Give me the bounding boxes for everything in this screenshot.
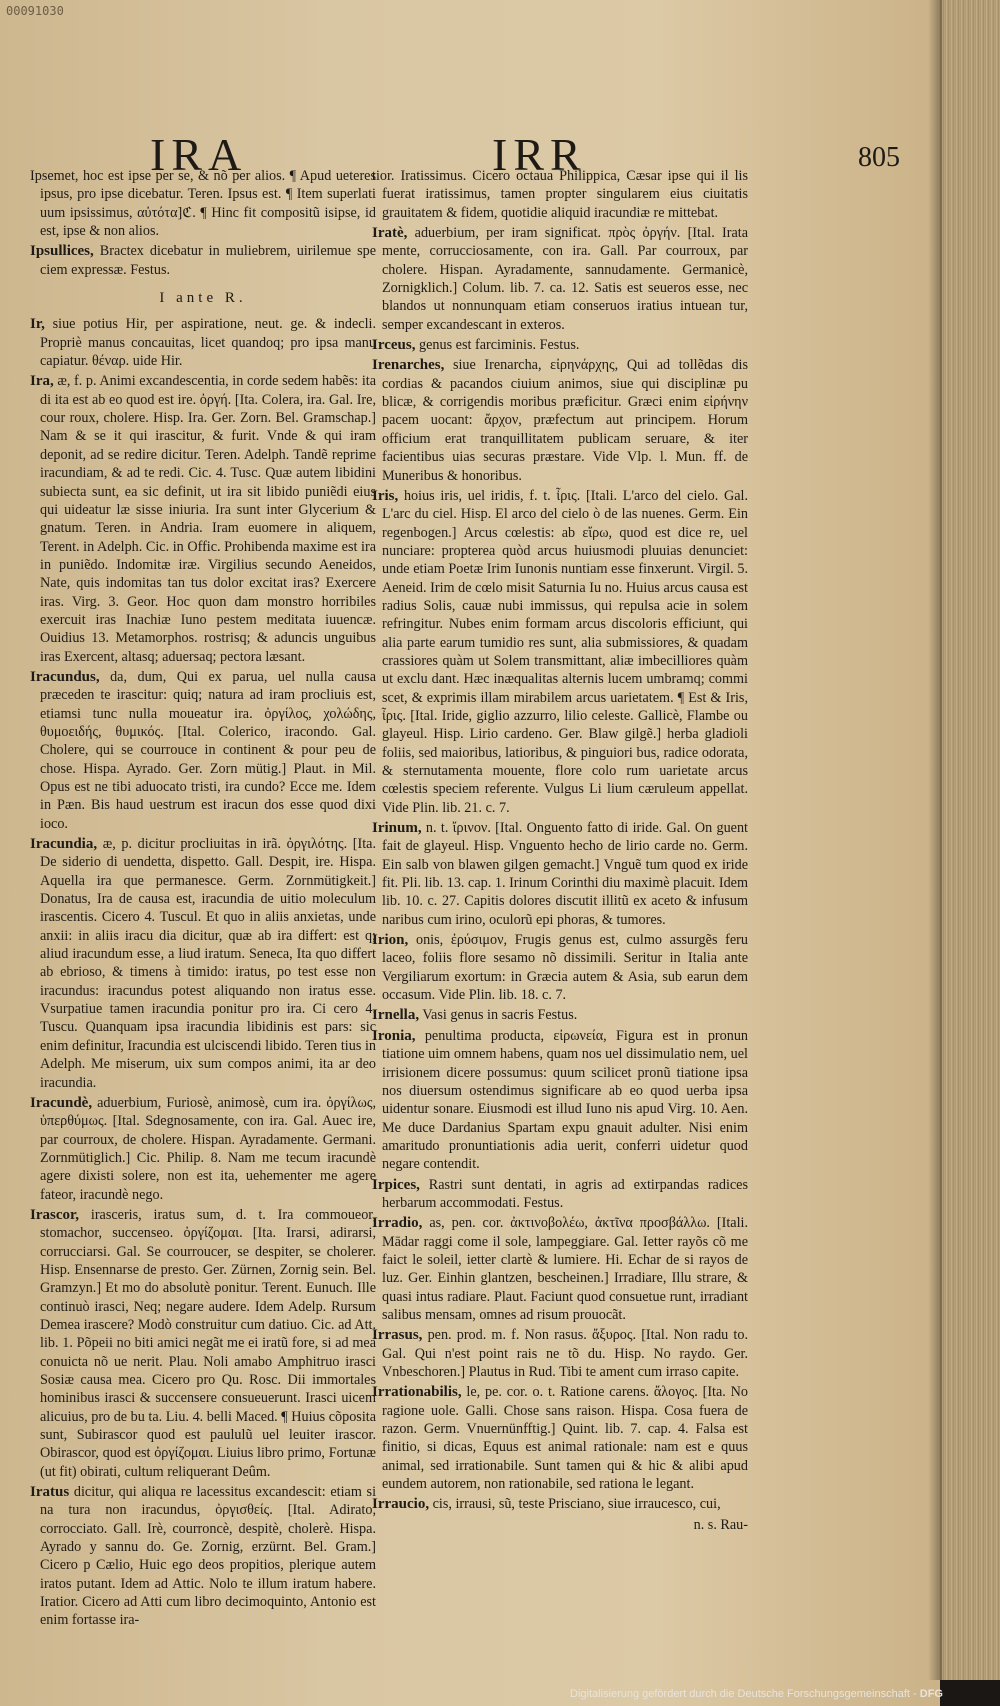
entry-lemma: Irascor, xyxy=(30,1206,80,1223)
dictionary-entry xyxy=(30,167,376,240)
entry-text: tior. Iratissimus. Cicero octaua Philippica, Cæsar ipse qui il lis fuerat iratissimus, tamen propter singularem eius ciuitatis grauitatem & fidem, quotidie aliquid iracundiæ re mittebat. xyxy=(372,168,748,221)
credit-text: Digitalisierung gefördert durch die Deutsche Forschungsgemeinschaft - xyxy=(570,1688,917,1700)
page-stack-edge xyxy=(940,0,1000,1680)
dictionary-entry xyxy=(30,1483,376,1630)
entry-lemma: Iratè, xyxy=(372,225,408,242)
entry-text: aduerbium, per iram significat. πρὸς ὀργήν. [Ital. Irata mente, corrucciosamente, con ira. Gall. Par courroux, par cholere. Hispan. Ayradamente, sannudamente. Germanicè, Zornigklich.] Colum. lib. 7. ca. 12. Satis est seueros esse, nec blandos ut nonnunquam etiam conseruos iratius intuean tur, semper excandescant in exteros. xyxy=(382,225,748,333)
entry-lemma: Iris, xyxy=(372,487,399,504)
entry-lemma: Ironia, xyxy=(372,1027,416,1044)
entry-text: onis, ἐρύσιμον, Frugis genus est, culmo assurgẽs feru laceo, foliis flore sesamo nõ dissimili. Seritur in Italia ante Vergiliarum exortum: in Græcia autem & Asia, sub earun dem occasum. Vide Plin. lib. 18. c. 7. xyxy=(382,932,748,1004)
entry-text: genus est farciminis. Festus. xyxy=(419,337,580,354)
dictionary-entry xyxy=(30,372,376,666)
entry-text: da, dum, Qui ex parua, uel nulla causa præceden te irascitur: quiq; natura ad iram procliuis est, etiamsi tunc nulla moueatur ira. ὀργίλος, χολώδης, θυμοειδής, θυμικός. [Ital. Colerico, iracondo. Gal. Cholere, qui se courrouce in continent & pour peu de chose. Hispa. Ayrado. Ger. Zorn mütig.] Plaut. in Mil. Opus est ne tibi aduocato tristi, ira cundo? Ecce me. Idem in Pæn. Bis haud uestrum est iracun dos esse quod dixi ioco. xyxy=(40,668,376,832)
entry-lemma: Iratus xyxy=(30,1484,70,1501)
dictionary-entry xyxy=(372,931,748,1004)
entry-lemma: Irrasus, xyxy=(372,1327,423,1344)
catchword: n. s. Rau- xyxy=(693,1516,748,1533)
dictionary-entry xyxy=(30,835,376,1092)
entry-lemma: Irraucio, xyxy=(372,1496,430,1513)
entry-text: n. t. ἴρινον. [Ital. Onguento fatto di iride. Gal. On guent fait de glayeul. Hisp. Vnguento hecho de lirio carde no. Germ. Ein salb von blawen gilgen gemacht.] Vnguẽ tum quod ex iride fit. Pli. lib. 13. cap. 1. Irinum Corinthi diu maximè placuit. Idem lib. 10. c. 27. Capitis dolores discutit illitũ ex aceto & infusum naribus cum irino, oculorũ epi phoras, & tumores. xyxy=(382,820,749,928)
dictionary-entry xyxy=(30,1094,376,1204)
entry-text: irasceris, iratus sum, d. t. Ira commoueor, stomachor, succenseo. ὀργίζομαι. [Ita. Irarsi, adirarsi, corrucciarsi. Gal. Se courroucer, se despiter, se cholerer. Hisp. Ensennarse de presto. Ger. Zürnen, Zornig sein. Bel. Gramzyn.] Et mo do absolutè ponitur. Terent. Eunuch. Ille continuò irasci, Neq; negare audere. Idem Adelp. Rursum Demea irascere? Modò construitur cum datiuo. Cic. ad Att. lib. 1. Põpeii no biti amici negãt me ei iratũ fore, si ad mea conuicta nõ ue nerit. Plau. Noli amabo Amphitruo irasci Sosiæ causa mea. Cicero pro Qu. Rosc. Dii immortales hominibus irasci & succensere consueuerunt. Irasci uicem alicuius, pro de bu ta. Liu. 4. belli Maced. ¶ Huius cõposita sunt, Subirascor quod est paululũ uel leuiter irascor. Obirascor, quod est ὀργίζομαι. Liuius libro primo, Fortunæ (ut fit) obirati, cultum reliquerant Deûm. xyxy=(40,1206,377,1480)
entry-text: æ, p. dicitur procliuitas in irã. ὀργιλότης. [Ita. De siderio di uendetta, dispetto. Gall. Despit, ire. Hispa. Aquella ira que permanesce. Germ. Zornmütigkeit.] Donatus, Ira de causa est, iracundia de uitio moleculum irascentis. Cicero 4. Tuscul. Et quo in aliis anxietas, unde anxii: in aliis iracu dia dicitur, quæ ab ira differt: est q; aliud iracundum esse, a liud iratum. Seneca, Ita quo differt ab ebrioso, & timens à timido: iratus, po test esse non iracundus: iracundus potest aliquando non iratus esse. Vsurpatiue tamen iracundia ponitur pro ira. Ci cero 4. Tuscu. Quanquam ipsa iracundia libidinis est pars: sic enim definitur, Iracundia est ulciscendi libido. Teren tius in Adelph. Me miserum, uix sum compos animi, ita ar deo iracundia. xyxy=(40,836,377,1091)
entry-lemma: Irion, xyxy=(372,932,409,949)
dictionary-entry xyxy=(372,1214,748,1324)
dfg-logo: DFG xyxy=(919,1688,943,1700)
running-head-left: IRA xyxy=(150,129,248,180)
dictionary-entry xyxy=(372,1383,748,1493)
entry-lemma: Irrationabilis, xyxy=(372,1384,462,1401)
dictionary-entry xyxy=(372,487,748,817)
entry-lemma: Irenarches, xyxy=(372,357,445,374)
scan-id: 00091030 xyxy=(6,4,64,18)
dictionary-entry xyxy=(30,668,376,833)
entry-text: penultima producta, εἰρωνεία, Figura est in pronun tiatione uim omnem habens, quam nos uel dissimulatio nem, uel irrisionem dicere possumus: quum scilicet pronũ tiatione ipsa nos diuersum ostendimus significare ab eo quod uerba ipsa uidentur sonare. Eiusmodi est illud Iuno nis apud Virg. 10. Aen. Me duce Dardanius Spartam expu gnauit adulter. Nisi enim amaritudo pronuntiationis adia uerit, conferri uidetur quod negare contendit. xyxy=(382,1027,749,1173)
entry-text: siue potius Hir, per aspiratione, neut. ge. & indecli. Propriè manus concauitas, licet quandoq; pro ipsa manu capiatur. θέναρ. uide Hir. xyxy=(40,316,377,370)
dictionary-entry xyxy=(372,1027,748,1174)
entry-text: Bractex dicebatur in muliebrem, uirilemue spe ciem expressæ. Festus. xyxy=(40,243,377,278)
right-column xyxy=(372,167,748,1534)
dictionary-entry xyxy=(372,224,748,334)
dictionary-entry xyxy=(372,167,748,222)
section-subhead: I ante R. xyxy=(159,290,247,307)
dictionary-entry xyxy=(372,336,748,354)
entry-text: aduerbium, Furiosè, animosè, cum ira. ὀργίλως, ὑπερθύμως. [Ital. Sdegnosamente, con ira. Gal. Auec ire, par courroux, de cholere. Hispan. Ayradamente. Germani. Zornmütiglich.] Cic. Philip. 8. Nam me tecum iracundè agere dixisti solere, non est ita, uehementer me agere fateor, iracundè nego. xyxy=(40,1094,377,1203)
dictionary-entry xyxy=(372,1326,748,1381)
entry-text: cis, irrausi, sũ, teste Prisciano, siue irraucesco, cui, xyxy=(432,1496,721,1513)
entry-lemma: Irceus, xyxy=(372,337,416,354)
entry-text: Vasi genus in sacris Festus. xyxy=(422,1007,578,1024)
entry-lemma: Ira, xyxy=(30,373,54,390)
dictionary-entry xyxy=(372,819,748,929)
entry-lemma: Irinum, xyxy=(372,820,422,837)
dictionary-entry xyxy=(372,1176,748,1213)
entry-lemma: Ipsullices, xyxy=(30,243,94,260)
entry-text: hoius iris, uel iridis, f. t. ἶρις. [Itali. L'arco del cielo. Gal. L'arc du ciel. Hisp. El arco del cielo ò de las nuenes. Germ. Ein regenbogen.] Arcus cœlestis: ab εἴρω, quod est dice re, uel nunciare: propterea quòd arcus huiusmodi pluuias denunciet: unde etiam Poetæ Irim Iunonis nuntiam esse finxerunt. Virgil. 5. Aeneid. Irim de cœlo misit Saturnia Iu no. Huius arcus causa est radius Solis, cauæ nubi immissus, qui repulsa acie in solem refringitur. Nubes enim formam arcus discoloris efficiunt, qui alia parte earum tumidio res sunt, alia submissiores, & quadam crassiores quàm ut Solem transmittant, aliæ imbecilliores quàm ut exclu dant. Hæc inæqualitas alternis lucem umbramq; commi scet, & exprimis illam mirabilem arcus uarietatem. ¶ Est & Iris, ἶρις. [Ital. Iride, giglio azzurro, lilio celeste. Gallicè, Flambe ou glayeul. Hisp. Lirio cardeno. Ger. Blaw gilgẽ.] herba gladioli foliis, sed maioribus, latioribus, & pinguiori bus, radice odorata, & sternutamenta mouente, flore colo rum uarietate arcus cœlestis speciem referente. Vulgus Li lium cæruleum appellat. Vide Plin. lib. 21. c. 7. xyxy=(382,487,748,816)
page-number: 805 xyxy=(858,142,900,173)
entry-lemma: Iracundè, xyxy=(30,1094,93,1111)
entry-lemma: Iracundia, xyxy=(30,836,98,853)
entry-text: Ipsemet, hoc est ipse per se, & nõ per alios. ¶ Apud ueteres ipsus, pro ipse dicebatur. Teren. Ipsus est. ¶ Item superlati uum ipsissimus, αὐτότα]ℭ. ¶ Hinc fit compositũ isipse, id est, ipse & non alios. xyxy=(30,168,376,240)
dictionary-entry xyxy=(30,242,376,279)
entry-lemma: Irradio, xyxy=(372,1215,423,1232)
running-head-right: IRR xyxy=(492,129,587,180)
digitization-credit xyxy=(570,1688,943,1700)
entry-text: dicitur, qui aliqua re lacessitus excandescit: etiam si na tura non iracundus, ὀργισθείς. [Ital. Adirato, corrocciato. Gall. Irè, courroncè, despitè, cholerè. Hispa. Ayrado y sannu do. Ge. Zornig, erzürnt. Bel. Gram.] Cicero p Cælio, Huic ego deos propitios, plerique autem iratos putant. Idem ad Attic. Nolo te illum iratum habere. Iratior. Cicero ad Atti cum libro decimoquinto, Antonio est enim fortasse ira- xyxy=(40,1484,377,1629)
entry-lemma: Irpices, xyxy=(372,1176,420,1193)
dictionary-entry xyxy=(372,1495,748,1513)
dictionary-entry xyxy=(30,315,376,370)
entry-text: æ, f. p. Animi excandescentia, in corde sedem habẽs: ita di ita est ab eo quod est ire. ὀργή. [Ita. Colera, ira. Gal. Ire, cour roux, cholere. Hisp. Ira. Ger. Zorn. Bel. Gramschap.] Nam & se it qui irascitur, & furit. Vnde & qui iram deponit, ad se redire dicitur. Teren. Adelph. Tandẽ reprime iracundiam, & ad te redi. Cic. 4. Tusc. Quæ autem libidini subiecta sunt, ea sic definit, ut ira sit libido puniẽdi eius qui uideatur læ sisse iniuria. Ira sunt inter Glycerium & gnatum. Teren. in Andria. Iram euomere in aliquem, Terent. in Adelph. Cic. in Offic. Prohibenda maxime est ira in puniẽdo. Indomitæ iræ. Virgilius secundo Aeneidos, Nate, quis indomitas tan tus dolor excitat iras? Exercere iras. Virg. 3. Geor. Hoc quon dam monstro horribiles exercuit iras Inachiæ Iuno pestem meditata iuuencæ. Ouidius 13. Metamorphos. rostrisq; & aduncis unguibus iras Exercent, altasq; aduersaq; pectora læsant. xyxy=(40,373,377,665)
dictionary-entry xyxy=(30,1206,376,1481)
entry-text: siue Irenarcha, εἰρηνάρχης, Qui ad tollẽdas dis cordias & pacandos ciuium animos, siue qui disciplinæ pu blicæ, & corrigendis moribus præficitur. Græci enim εἰρήνην pacem uocant: ἄρχον, præfectum aut principem. Horum officium erat tranquillitatem publicam seruare, & iter facientibus uias securas præstare. Vide Vlp. l. Mun. ff. de Muneribus & honoribus. xyxy=(382,357,749,484)
entry-lemma: Ir, xyxy=(30,316,45,333)
entry-lemma: Irnella, xyxy=(372,1007,420,1024)
dictionary-entry xyxy=(372,356,748,484)
entry-text: pen. prod. m. f. Non rasus. ἄξυρος. [Ital. Non radu to. Gal. Qui n'est point rais ne tõ du. Hisp. No raydo. Ger. Vnbeschoren.] Plautus in Rud. Tibi te ament cum irraso capite. xyxy=(382,1327,748,1380)
entry-text: as, pen. cor. ἀκτινοβολέω, ἀκτῖνα προσβάλλω. [Itali. Mādar raggi come il sole, lampeggiare. Gal. Ietter rayõs cõ me faict le soleil, ietter clartè & lumiere. Hi. Echar de si rayos de luz. Ger. Einhin glantzen, bescheinen.] Irradiare, Illu strare, & quasi intus radiare. Plaut. Faciunt quod consuetue runt, irradiant salibus mensam, omnes ad risum prouocãt. xyxy=(382,1215,749,1323)
entry-lemma: Iracundus, xyxy=(30,668,100,685)
entry-text: Rastri sunt dentati, in agris ad extirpandas radices herbarum accommodati. Festus. xyxy=(382,1176,748,1211)
left-column xyxy=(30,167,376,1632)
page-edge-shadow xyxy=(928,0,942,1680)
entry-text: le, pe. cor. o. t. Ratione carens. ἄλογος. [Ita. No ragione uole. Galli. Chose sans raison. Hispa. Cosa fuera de razon. Germ. Vnuernünfftig.] Quint. lib. 7. cap. 4. Falsa est finitio, si dicas, Equus est animal rationale: nam est e quus animal, sed irrationabile. Sunt tamen qui & hic & alibi apud eundem autorem, non rationabile, sed rationa le legant. xyxy=(382,1384,748,1493)
dictionary-entry xyxy=(372,1006,748,1024)
